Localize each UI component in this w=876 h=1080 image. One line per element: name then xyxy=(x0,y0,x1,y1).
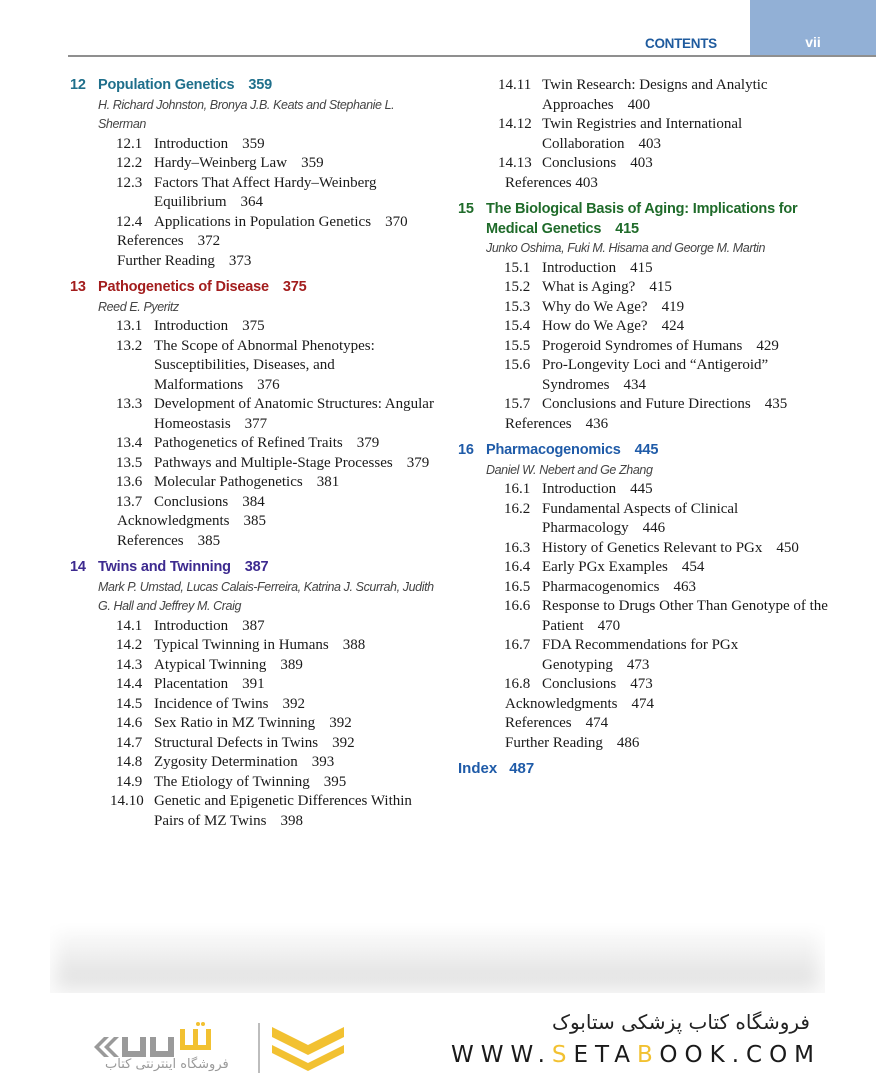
section-title: Pharmacogenomics xyxy=(542,578,660,595)
section-page: 375 xyxy=(242,318,265,334)
section-entry[interactable] xyxy=(458,500,838,539)
section-page: 377 xyxy=(244,415,268,432)
section-page: 424 xyxy=(661,318,685,334)
section-page: 388 xyxy=(342,637,366,653)
chapter-15 xyxy=(458,200,838,434)
section-entry[interactable] xyxy=(458,480,838,500)
chapter-page: 387 xyxy=(244,559,269,575)
section-number: 16.5 xyxy=(504,578,531,595)
section-title: Introduction xyxy=(542,481,617,497)
section-page: 445 xyxy=(630,481,653,497)
section-entry[interactable] xyxy=(458,298,838,318)
extra-page: 372 xyxy=(197,233,221,249)
section-title: The Etiology of Twinning xyxy=(154,773,310,790)
extra-entry[interactable] xyxy=(505,695,838,715)
section-number: 12.4 xyxy=(116,213,143,230)
url-part-highlight: S xyxy=(551,1042,574,1068)
section-entry[interactable] xyxy=(458,395,838,415)
section-title: Progeroid Syndromes of Humans xyxy=(542,337,743,354)
running-header-title: CONTENTS xyxy=(645,36,717,51)
chapter-title: The Biological Basis of Aging: Implications for Medical Genetics xyxy=(486,201,798,237)
section-page: 403 xyxy=(638,135,661,152)
chapter-12 xyxy=(70,76,440,271)
section-entry[interactable] xyxy=(70,174,440,213)
section-title: Pro-Longevity Loci and “Antigeroid” Syndromes xyxy=(542,357,769,393)
section-page: 419 xyxy=(661,298,685,315)
url-part: ETA xyxy=(573,1042,638,1068)
chapter-title: Population Genetics xyxy=(98,77,235,93)
section-number: 14.9 xyxy=(116,773,143,790)
index-page: 487 xyxy=(509,760,535,777)
section-title: The Scope of Abnormal Phenotypes: Susceptibilities, Diseases, and Malformations xyxy=(154,337,375,393)
section-number: 15.1 xyxy=(504,259,531,276)
section-title: Twin Research: Designs and Analytic Approaches xyxy=(542,77,768,113)
section-entry[interactable] xyxy=(70,753,440,773)
extra-entry[interactable] xyxy=(117,532,440,552)
section-number: 16.1 xyxy=(504,481,531,497)
chapter-heading[interactable] xyxy=(458,200,838,239)
extra-page: 385 xyxy=(243,513,266,529)
section-entry[interactable] xyxy=(70,434,440,454)
logo-subtitle: فروشگاه اینترنتی کتاب xyxy=(105,1057,229,1072)
section-number: 15.5 xyxy=(504,337,531,354)
chapter-title: Pharmacogenomics xyxy=(486,442,621,458)
section-entry[interactable] xyxy=(458,356,838,395)
chapter-number: 16 xyxy=(458,442,474,458)
chapter-16 xyxy=(458,441,838,753)
section-page: 473 xyxy=(630,676,653,692)
url-part: WWW. xyxy=(451,1042,552,1068)
section-page: 389 xyxy=(280,656,303,673)
extra-entry[interactable] xyxy=(117,252,440,272)
extra-page: 373 xyxy=(228,252,252,269)
section-number: 13.3 xyxy=(116,396,143,412)
section-page: 446 xyxy=(642,520,666,536)
section-title: Why do We Age? xyxy=(542,298,648,315)
section-number: 13.6 xyxy=(116,474,143,490)
section-title: Introduction xyxy=(154,135,229,152)
chapter-page: 359 xyxy=(248,77,272,93)
section-entry[interactable] xyxy=(70,636,440,656)
section-page: 392 xyxy=(332,734,355,751)
section-number: 14.8 xyxy=(116,754,143,770)
section-page: 454 xyxy=(681,559,705,575)
extra-title: Further Reading xyxy=(117,252,215,269)
section-number: 16.6 xyxy=(504,598,531,614)
chapter-title: Pathogenetics of Disease xyxy=(98,279,269,295)
section-entry[interactable] xyxy=(70,337,440,396)
chapter-14 xyxy=(70,558,440,831)
chapter-number: 14 xyxy=(70,559,86,575)
section-entry[interactable] xyxy=(70,454,440,474)
section-title: Pathogenetics of Refined Traits xyxy=(154,435,343,451)
extra-entry[interactable] xyxy=(505,714,838,734)
extra-entry[interactable] xyxy=(117,512,440,532)
section-title: Twin Registries and International Collaboration xyxy=(542,116,743,152)
section-number: 14.12 xyxy=(498,116,532,132)
index-title: Index xyxy=(458,760,498,777)
extra-title: References xyxy=(505,415,572,432)
section-page: 384 xyxy=(242,493,265,510)
section-number: 14.5 xyxy=(116,695,143,712)
section-number: 16.7 xyxy=(504,637,531,653)
chapter-authors: Junko Oshima, Fuki M. Hisama and George M. Martin xyxy=(486,241,766,255)
page-bottom-shadow xyxy=(50,920,825,993)
section-entry[interactable] xyxy=(458,636,838,675)
extra-title: Acknowledgments xyxy=(505,695,618,712)
section-entry[interactable] xyxy=(458,115,838,154)
section-title: Atypical Twinning xyxy=(154,656,267,673)
section-title: Introduction xyxy=(542,259,617,276)
section-number: 14.4 xyxy=(116,676,143,692)
toc-column-left xyxy=(70,76,440,838)
chapter-14-continued xyxy=(458,76,838,193)
section-number: 13.2 xyxy=(116,337,143,354)
extra-page: 474 xyxy=(585,715,609,731)
chapter-heading[interactable] xyxy=(70,558,440,578)
section-page: 400 xyxy=(627,96,651,113)
section-entry[interactable] xyxy=(458,278,838,298)
chapter-authors: Daniel W. Nebert and Ge Zhang xyxy=(486,462,653,477)
section-entry[interactable] xyxy=(458,154,838,174)
section-number: 12.2 xyxy=(116,155,143,171)
section-number: 12.3 xyxy=(116,174,143,191)
chapter-authors: Mark P. Umstad, Lucas Calais-Ferreira, Katrina J. Scurrah, Judith G. Hall and Jeffrey M. Craig xyxy=(98,579,434,613)
section-entry[interactable] xyxy=(70,213,440,233)
section-entry[interactable] xyxy=(458,558,838,578)
section-number: 14.6 xyxy=(116,715,143,731)
section-entry[interactable] xyxy=(70,675,440,695)
section-entry[interactable] xyxy=(70,473,440,493)
section-page: 391 xyxy=(242,676,265,692)
section-page: 470 xyxy=(597,617,621,634)
extra-page: 474 xyxy=(631,695,654,712)
section-page: 415 xyxy=(630,259,653,276)
section-entry[interactable] xyxy=(458,597,838,636)
section-page: 387 xyxy=(242,617,265,634)
extra-title: References xyxy=(505,174,572,191)
section-page: 415 xyxy=(649,279,672,295)
section-number: 16.3 xyxy=(504,539,531,556)
section-entry[interactable] xyxy=(458,317,838,337)
extra-page: 403 xyxy=(575,174,598,191)
section-number: 13.5 xyxy=(116,454,143,471)
chapter-page: 415 xyxy=(615,220,639,237)
section-page: 435 xyxy=(764,396,788,412)
section-title: Introduction xyxy=(154,617,229,634)
section-page: 463 xyxy=(673,578,696,595)
section-title: Conclusions xyxy=(154,493,229,510)
extra-title: Acknowledgments xyxy=(117,513,230,529)
website-url[interactable] xyxy=(451,1042,821,1068)
section-page: 376 xyxy=(257,376,280,393)
section-page: 434 xyxy=(623,376,646,393)
extra-entry[interactable] xyxy=(117,232,440,252)
chapter-heading[interactable] xyxy=(70,76,440,96)
section-page: 359 xyxy=(301,155,324,171)
section-title: Structural Defects in Twins xyxy=(154,734,319,751)
section-page: 429 xyxy=(756,337,779,354)
extra-entry[interactable] xyxy=(505,734,838,754)
chapter-authors: H. Richard Johnston, Bronya J.B. Keats and Stephanie L. Sherman xyxy=(98,97,395,131)
index-entry[interactable] xyxy=(458,760,838,777)
section-page: 370 xyxy=(385,213,408,230)
section-page: 392 xyxy=(329,715,352,731)
section-entry[interactable] xyxy=(70,395,440,434)
section-title: Typical Twinning in Humans xyxy=(154,637,329,653)
section-page: 392 xyxy=(282,695,305,712)
section-entry[interactable] xyxy=(70,734,440,754)
section-number: 15.4 xyxy=(504,318,531,334)
section-page: 403 xyxy=(630,155,653,171)
section-entry[interactable] xyxy=(70,154,440,174)
chapter-authors: Reed E. Pyeritz xyxy=(98,299,179,314)
extra-title: References xyxy=(117,532,184,549)
toc-column-right xyxy=(458,76,838,777)
section-title: Response to Drugs Other Than Genotype of the Patient xyxy=(542,598,828,634)
section-number: 15.3 xyxy=(504,298,531,315)
section-page: 395 xyxy=(323,773,347,790)
section-number: 13.4 xyxy=(116,435,143,451)
section-title: Conclusions and Future Directions xyxy=(542,396,751,412)
section-page: 398 xyxy=(280,812,303,829)
section-page: 450 xyxy=(776,539,799,556)
section-entry[interactable] xyxy=(70,714,440,734)
section-title: Molecular Pathogenetics xyxy=(154,474,303,490)
page-number: vii xyxy=(805,34,821,50)
chapter-number: 15 xyxy=(458,201,474,217)
section-number: 13.7 xyxy=(116,493,143,510)
section-title: Introduction xyxy=(154,318,229,334)
section-number: 14.1 xyxy=(116,617,143,634)
section-entry[interactable] xyxy=(70,317,440,337)
extra-title: References xyxy=(117,233,184,249)
section-page: 381 xyxy=(316,474,340,490)
section-number: 14.13 xyxy=(498,155,532,171)
section-title: Sex Ratio in MZ Twinning xyxy=(154,715,316,731)
section-title: Pathways and Multiple-Stage Processes xyxy=(154,454,393,471)
section-title: Applications in Population Genetics xyxy=(154,213,372,230)
section-page: 379 xyxy=(406,454,430,471)
section-entry[interactable] xyxy=(70,656,440,676)
section-title: Factors That Affect Hardy–Weinberg Equilibrium xyxy=(154,174,377,210)
extra-entry[interactable] xyxy=(505,415,838,435)
section-number: 14.11 xyxy=(498,77,532,93)
extra-page: 486 xyxy=(616,734,640,751)
section-number: 12.1 xyxy=(116,135,143,152)
section-entry[interactable] xyxy=(458,578,838,598)
section-entry[interactable] xyxy=(70,617,440,637)
section-title: Fundamental Aspects of Clinical Pharmacology xyxy=(542,500,739,536)
extra-title: Further Reading xyxy=(505,734,603,751)
section-number: 14.2 xyxy=(116,637,143,653)
store-name: فروشگاه کتاب پزشکی ستابوک xyxy=(552,1010,810,1034)
section-entry[interactable] xyxy=(70,792,440,831)
section-title: Conclusions xyxy=(542,155,617,171)
extra-page: 385 xyxy=(197,532,221,549)
chapter-page: 445 xyxy=(634,442,659,458)
section-title: FDA Recommendations for PGx Genotyping xyxy=(542,637,739,673)
section-number: 13.1 xyxy=(116,318,143,334)
section-number: 15.2 xyxy=(504,279,531,295)
section-title: Genetic and Epigenetic Differences Within Pairs of MZ Twins xyxy=(154,793,412,829)
section-title: Incidence of Twins xyxy=(154,695,269,712)
chapter-heading[interactable] xyxy=(70,278,440,298)
url-part-highlight: B xyxy=(637,1042,660,1068)
section-entry[interactable] xyxy=(70,493,440,513)
section-entry[interactable] xyxy=(458,539,838,559)
section-page: 364 xyxy=(240,194,263,210)
section-number: 15.6 xyxy=(504,357,531,373)
chapter-heading[interactable] xyxy=(458,441,838,461)
section-number: 15.7 xyxy=(504,396,531,412)
section-page: 473 xyxy=(626,656,650,673)
section-title: Placentation xyxy=(154,676,229,692)
section-page: 379 xyxy=(356,435,380,451)
section-title: What is Aging? xyxy=(542,279,636,295)
chapter-title: Twins and Twinning xyxy=(98,559,231,575)
section-entry[interactable] xyxy=(70,135,440,155)
chapter-number: 12 xyxy=(70,77,86,93)
chapter-13 xyxy=(70,278,440,551)
section-number: 14.10 xyxy=(110,793,144,809)
section-page: 393 xyxy=(311,754,335,770)
section-entry[interactable] xyxy=(70,773,440,793)
extra-title: References xyxy=(505,715,572,731)
section-number: 14.3 xyxy=(116,656,143,673)
section-title: Early PGx Examples xyxy=(542,559,668,575)
section-number: 16.8 xyxy=(504,676,531,692)
section-title: History of Genetics Relevant to PGx xyxy=(542,539,763,556)
extra-page: 436 xyxy=(585,415,609,432)
section-entry[interactable] xyxy=(458,675,838,695)
section-title: How do We Age? xyxy=(542,318,648,334)
chapter-number: 13 xyxy=(70,279,86,295)
section-number: 16.4 xyxy=(504,559,531,575)
section-title: Conclusions xyxy=(542,676,617,692)
section-entry[interactable] xyxy=(458,337,838,357)
section-entry[interactable] xyxy=(458,76,838,115)
chapter-page: 375 xyxy=(282,279,307,295)
section-page: 359 xyxy=(242,135,265,152)
section-title: Zygosity Determination xyxy=(154,754,298,770)
section-title: Hardy–Weinberg Law xyxy=(154,155,288,171)
section-title: Development of Anatomic Structures: Angular Homeostasis xyxy=(154,396,434,432)
header-divider xyxy=(68,55,876,57)
extra-entry[interactable] xyxy=(505,174,838,194)
section-number: 14.7 xyxy=(116,734,143,751)
url-part: OOK.COM xyxy=(659,1042,822,1068)
section-number: 16.2 xyxy=(504,500,531,517)
section-entry[interactable] xyxy=(458,259,838,279)
section-entry[interactable] xyxy=(70,695,440,715)
